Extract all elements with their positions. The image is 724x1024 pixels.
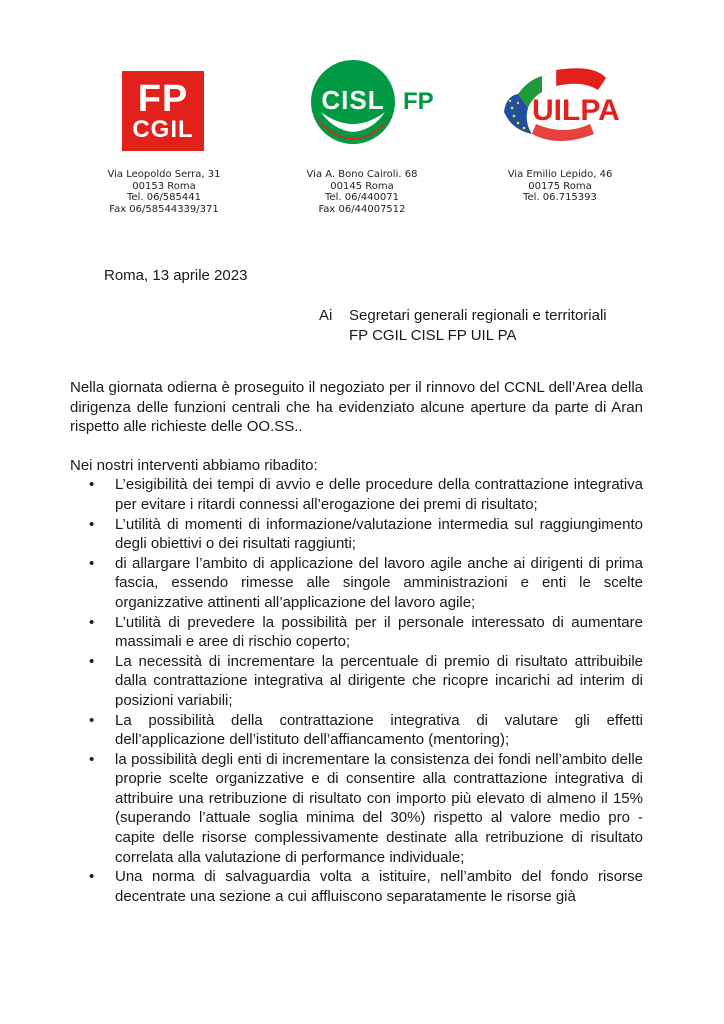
list-item <box>70 867 643 906</box>
list-item-text: Una norma di salvaguardia volta a istituire, nell’ambito del fondo risorse decentrate una sezione a cui affluiscono separatamente le risorse già <box>115 868 643 905</box>
address-line: Fax 06/58544339/371 <box>109 203 219 215</box>
letter-body <box>70 378 643 906</box>
fp-cgil-logo <box>122 71 204 151</box>
recipient-line2: FP CGIL CISL FP UIL PA <box>349 327 517 344</box>
uil-pa-logo <box>498 64 630 150</box>
address-line: Tel. 06.715393 <box>523 192 597 204</box>
address-cisl-fp <box>302 169 422 215</box>
address-line: Via A. Bono Cairoli. 68 <box>306 169 418 180</box>
list-item-text: L’utilità di momenti di informazione/valutazione intermedia sul raggiungimento degli obiettivi o dei risultati raggiunti; <box>115 515 643 553</box>
address-uil-pa <box>500 169 620 204</box>
list-item <box>70 554 643 613</box>
bullet-icon: • <box>89 711 95 729</box>
address-line: Via Leopoldo Serra, 31 <box>107 169 221 180</box>
bullet-icon: • <box>89 613 95 631</box>
bullet-icon: • <box>89 750 95 768</box>
svg-text:FP: FP <box>403 88 434 115</box>
address-line: Tel. 06/585441 <box>127 192 201 204</box>
list-item <box>70 475 643 514</box>
list-item <box>70 750 643 868</box>
bullet-icon: • <box>89 554 95 572</box>
list-item <box>70 711 643 750</box>
address-line: Via Emilio Lepido, 46 <box>507 169 613 180</box>
list-item-text: la possibilità degli enti di incrementare la consistenza dei fondi nell’ambito delle proprie scelte organizzative e di consentire alla contrattazione integrativa di attribuire una retribuzione di risultato con importo più elevato di almeno il 15% (superando l’attuale soglia minima del 30%) rispetto al valore medio pro - capite delle risorse complessivamente destinate alla retribuzione di risultato correlata alla valutazione di performance individuale; <box>115 750 643 866</box>
address-fp-cgil <box>104 169 224 215</box>
recipient-prefix: Ai <box>319 307 333 324</box>
list-item-text: L’esigibilità dei tempi di avvio e delle procedure della contrattazione integrativa per evitare i ritardi connessi all’erogazione dei premi di risultato; <box>115 476 643 513</box>
points-list <box>70 475 643 906</box>
address-line: Tel. 06/440071 <box>325 192 399 204</box>
cisl-fp-logo <box>307 60 439 150</box>
svg-text:UILPA: UILPA <box>532 94 620 127</box>
list-item <box>70 652 643 711</box>
list-item-text: L’utilità di prevedere la possibilità per il personale interessato di aumentare massimali e aree di rischio coperto; <box>115 613 643 651</box>
bullet-icon: • <box>89 515 95 533</box>
letter-date: Roma, 13 aprile 2023 <box>104 267 248 284</box>
list-item <box>70 613 643 652</box>
lead-line: Nei nostri interventi abbiamo ribadito: <box>70 456 318 474</box>
recipient-line1: Segretari generali regionali e territoriali <box>349 307 607 324</box>
address-line: Fax 06/44007512 <box>318 203 406 215</box>
svg-text:CISL: CISL <box>321 85 385 115</box>
bullet-icon: • <box>89 652 95 670</box>
fp-cgil-logo-line2: CGIL <box>132 116 194 143</box>
bullet-icon: • <box>89 868 95 886</box>
list-item-text: La possibilità della contrattazione integrativa di valutare gli effetti dell’applicazione dell’istituto dell’affiancamento (mentoring); <box>115 711 643 749</box>
fp-cgil-logo-line1: FP <box>137 78 189 120</box>
list-item-text: La necessità di incrementare la percentuale di premio di risultato attribuibile dalla contrattazione integrativa al dirigente che ricopre incarichi ad interim di posizioni variabili; <box>115 652 643 709</box>
address-line: 00145 Roma <box>330 180 394 192</box>
bullet-icon: • <box>89 476 95 494</box>
address-line: 00153 Roma <box>132 180 196 192</box>
list-item-text: di allargare l’ambito di applicazione del lavoro agile anche ai dirigenti di prima fascia, essendo rimesse alle singole amministrazioni e enti le scelte organizzative attinenti all’applicazione del lavoro agile; <box>115 554 643 611</box>
list-item <box>70 515 643 554</box>
address-line: 00175 Roma <box>528 180 592 192</box>
intro-paragraph: Nella giornata odierna è proseguito il negoziato per il rinnovo del CCNL dell’Area della dirigenza delle funzioni centrali che ha evidenziato alcune aperture da parte di Aran rispetto alle richieste delle OO.SS.. <box>70 379 643 436</box>
